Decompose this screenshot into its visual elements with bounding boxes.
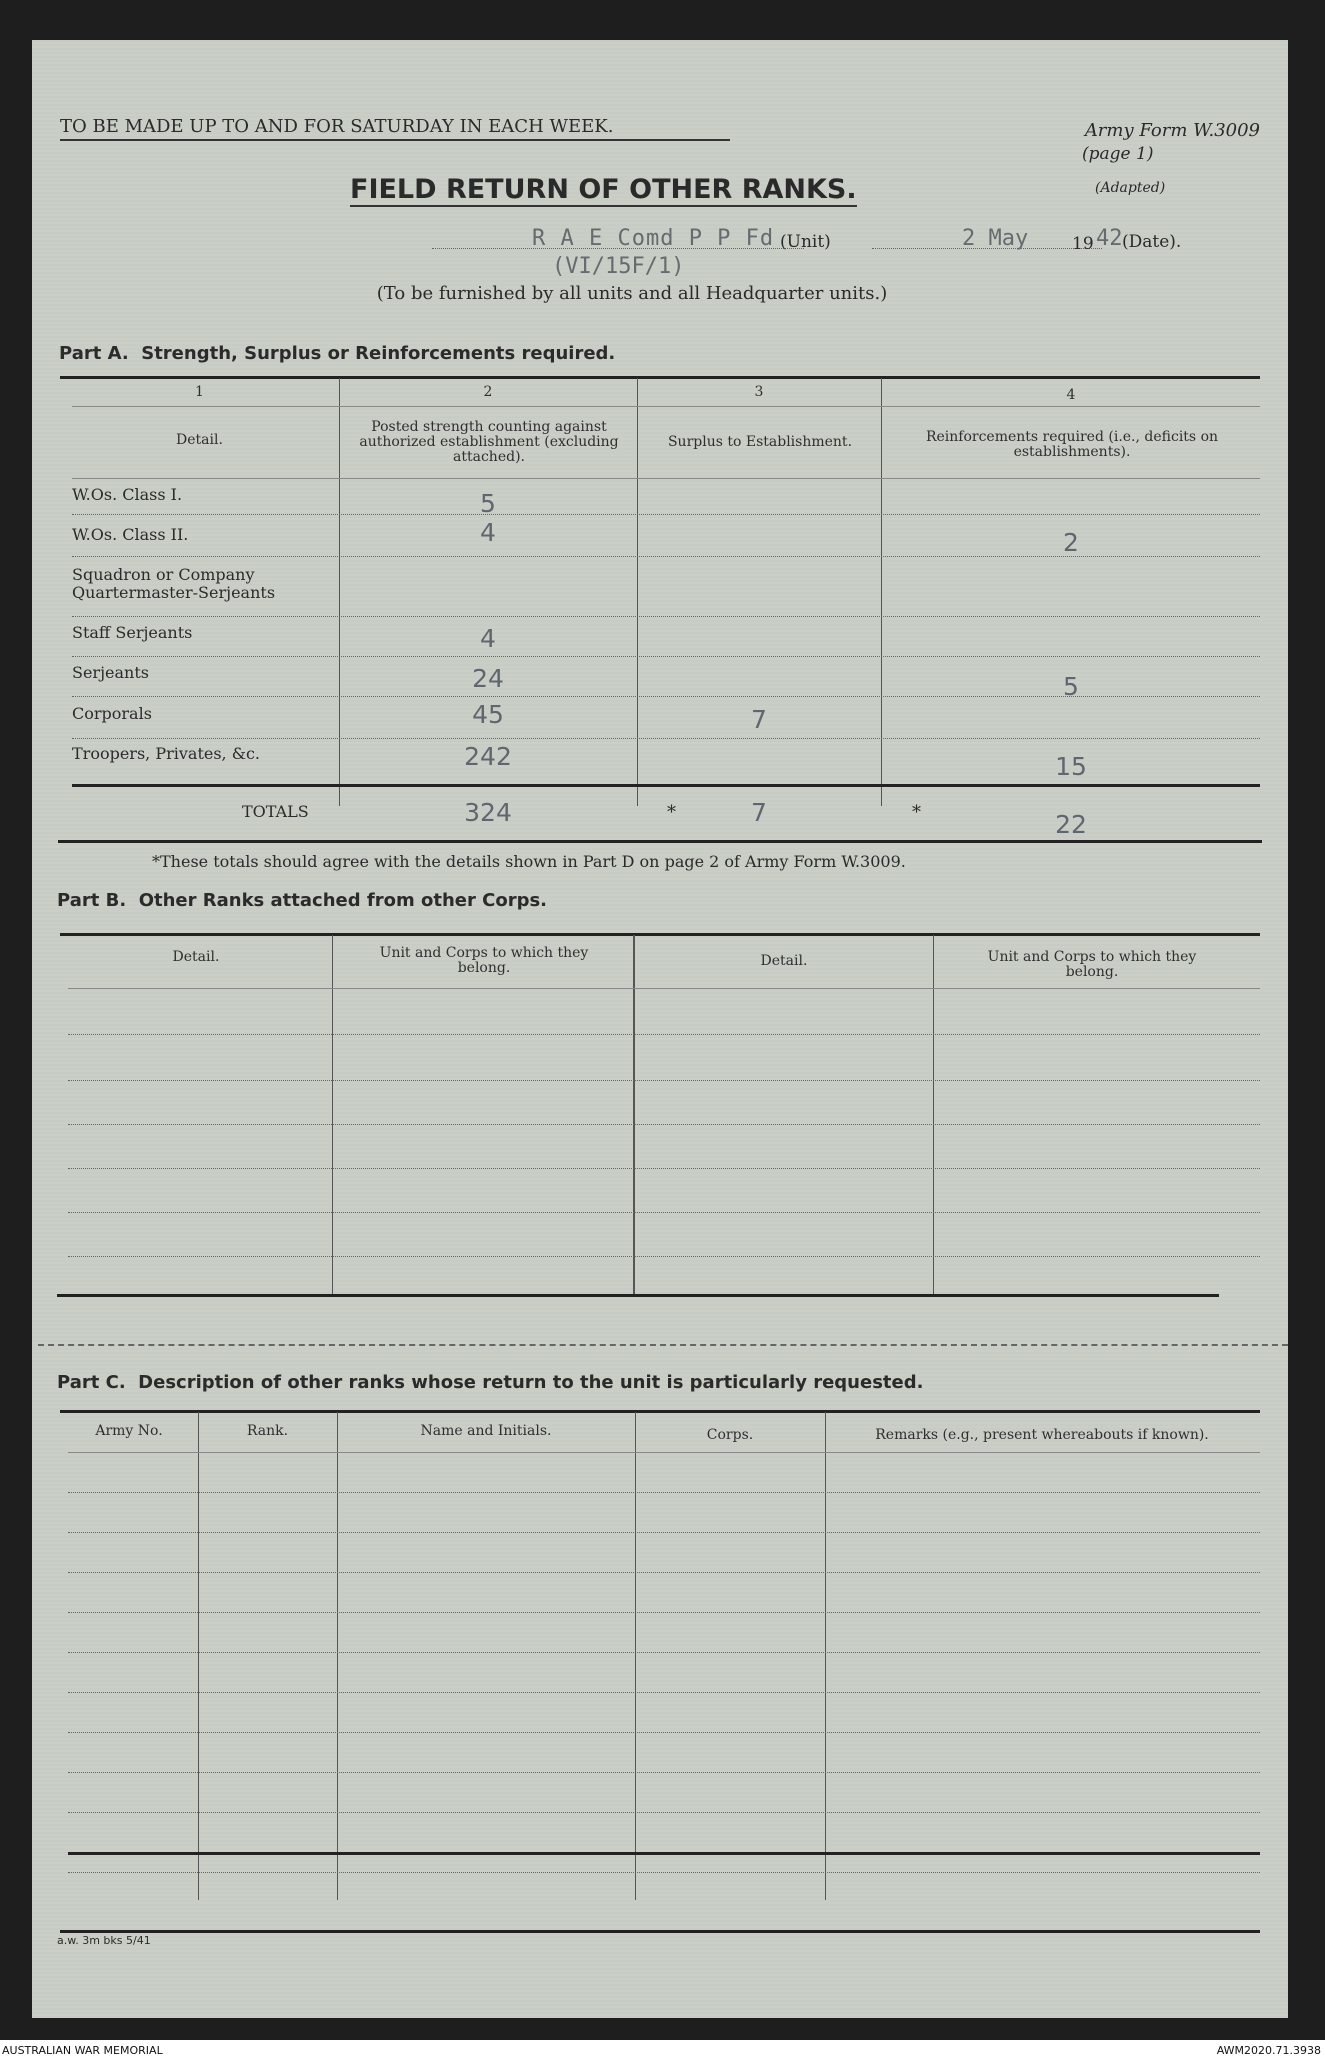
posted-value: 5 [480, 489, 496, 518]
posted-value: 4 [480, 624, 496, 653]
row-rule [72, 696, 1260, 697]
page-number: (page 1) [1082, 144, 1154, 164]
row-rule [72, 616, 1260, 617]
row-label: Corporals [72, 704, 152, 723]
part-c-row-rule [68, 1772, 1260, 1773]
part-c-col-header: Name and Initials. [420, 1423, 552, 1439]
row-rule [72, 514, 1260, 515]
form-sheet [32, 40, 1288, 2018]
adapted-note: (Adapted) [1095, 180, 1166, 196]
col-number: 1 [195, 384, 204, 400]
unit-label: (Unit) [780, 232, 831, 252]
fold-line [38, 1344, 1288, 1346]
print-code: a.w. 3m bks 5/41 [57, 1934, 151, 1947]
col-number: 3 [754, 384, 764, 400]
part-b-header-rule [68, 988, 1260, 989]
surplus-value: 7 [751, 705, 767, 734]
row-label: Staff Serjeants [72, 623, 193, 642]
row-label: Troopers, Privates, &c. [72, 744, 261, 763]
part-c-row-rule [68, 1572, 1260, 1573]
part-b-row-rule [68, 1124, 1260, 1125]
posted-value: 24 [472, 664, 504, 693]
part-b-top-rule [60, 933, 1260, 936]
part-c-row-rule [68, 1692, 1260, 1693]
part-a-divider-3 [881, 378, 882, 806]
part-b-col-header: Detail. [760, 953, 808, 969]
part-c-header-rule [68, 1452, 1260, 1453]
colnum-rule [72, 406, 1260, 407]
part-c-row-rule [68, 1812, 1260, 1813]
header-rule [72, 478, 1260, 479]
part-a-heading: Part A. Strength, Surplus or Reinforcements required. [59, 343, 616, 364]
col-header-posted: Posted strength counting against authorized establishment (excluding attached). [359, 419, 619, 465]
totals-top-rule [72, 784, 1260, 787]
form-number: Army Form W.3009 [1084, 120, 1260, 141]
row-rule [72, 738, 1260, 739]
part-b-row-rule [68, 1212, 1260, 1213]
part-b-row-rule [68, 1080, 1260, 1081]
part-c-bottom-rule [60, 1930, 1260, 1933]
date-value: 2 May [962, 226, 1029, 251]
part-b-divider-2 [633, 935, 635, 1295]
part-a-divider-2 [637, 378, 638, 806]
part-c-divider-4 [825, 1412, 826, 1900]
part-b-col-header: Detail. [172, 949, 220, 965]
part-b-col-header: Unit and Corps to which they belong. [379, 945, 589, 976]
part-a-footnote: *These totals should agree with the details shown in Part D on page 2 of Army Form W.3009. [152, 852, 906, 871]
archive-reference: AWM2020.71.3938 [1216, 2044, 1321, 2057]
unit-reference: (VI/15F/1) [552, 254, 685, 279]
part-c-row-rule [68, 1732, 1260, 1733]
archive-footer [0, 2040, 1325, 2061]
year-suffix: 42 [1096, 226, 1123, 251]
reinforcement-value: 5 [1063, 672, 1079, 701]
col-header-detail: Detail. [176, 432, 223, 448]
part-c-heading: Part C. Description of other ranks whose return to the unit is particularly requested. [57, 1372, 924, 1393]
row-label: Serjeants [72, 663, 149, 682]
part-c-row-rule [68, 1612, 1260, 1613]
row-label: Squadron or Company Quartermaster-Serjeants [72, 565, 276, 602]
asterisk-mark: * [912, 802, 921, 823]
unit-value: R A E Comd P P Fd [532, 226, 775, 251]
row-rule [72, 656, 1260, 657]
row-label: W.Os. Class I. [72, 485, 183, 504]
row-rule [72, 556, 1260, 557]
part-b-divider-3 [933, 935, 934, 1295]
instruction-line: TO BE MADE UP TO AND FOR SATURDAY IN EACH WEEK. [60, 116, 730, 141]
archive-credit: AUSTRALIAN WAR MEMORIAL [2, 2044, 163, 2057]
reinforcement-value: 2 [1063, 528, 1079, 557]
posted-value: 242 [464, 742, 512, 771]
part-b-row-rule [68, 1256, 1260, 1257]
part-b-row-rule [68, 1168, 1260, 1169]
totals-reinforcement: 22 [1055, 810, 1087, 839]
furnished-note: (To be furnished by all units and all Headquarter units.) [376, 283, 888, 304]
part-c-col-header: Corps. [706, 1427, 754, 1443]
col-number: 4 [1066, 387, 1076, 403]
part-b-heading: Part B. Other Ranks attached from other Corps. [57, 890, 548, 911]
part-c-row-rule [68, 1872, 1260, 1873]
posted-value: 45 [472, 700, 504, 729]
part-a-top-rule [60, 376, 1260, 379]
asterisk-mark: * [667, 802, 676, 823]
form-title: FIELD RETURN OF OTHER RANKS. [350, 174, 857, 205]
totals-label: TOTALS [242, 802, 309, 821]
col-header-surplus: Surplus to Establishment. [667, 434, 853, 450]
posted-value: 4 [480, 518, 496, 547]
part-c-divider-2 [337, 1412, 338, 1900]
part-b-col-header: Unit and Corps to which they belong. [987, 949, 1197, 980]
part-b-row-rule [68, 1034, 1260, 1035]
col-header-reinforcements: Reinforcements required (i.e., deficits on establishments). [925, 429, 1219, 460]
part-c-col-header: Rank. [246, 1423, 289, 1439]
year-prefix: 19 [1072, 234, 1094, 254]
part-b-divider-1 [332, 935, 333, 1295]
reinforcement-value: 15 [1055, 752, 1087, 781]
part-c-row-rule [68, 1492, 1260, 1493]
part-c-divider-3 [635, 1412, 636, 1900]
part-c-divider-1 [198, 1412, 199, 1900]
part-b-bottom-rule [57, 1294, 1219, 1297]
part-c-row-rule [68, 1652, 1260, 1653]
totals-surplus: 7 [751, 798, 767, 827]
part-c-row-rule [68, 1532, 1260, 1533]
row-label: W.Os. Class II. [72, 525, 189, 544]
part-c-col-header: Remarks (e.g., present whereabouts if known). [875, 1427, 1209, 1443]
col-number: 2 [483, 384, 493, 400]
date-label: (Date). [1122, 232, 1182, 252]
part-c-top-rule [60, 1410, 1260, 1413]
part-a-bottom-rule [58, 840, 1262, 843]
part-c-double-rule [68, 1852, 1260, 1855]
totals-posted: 324 [464, 798, 512, 827]
part-c-col-header: Army No. [95, 1423, 163, 1439]
